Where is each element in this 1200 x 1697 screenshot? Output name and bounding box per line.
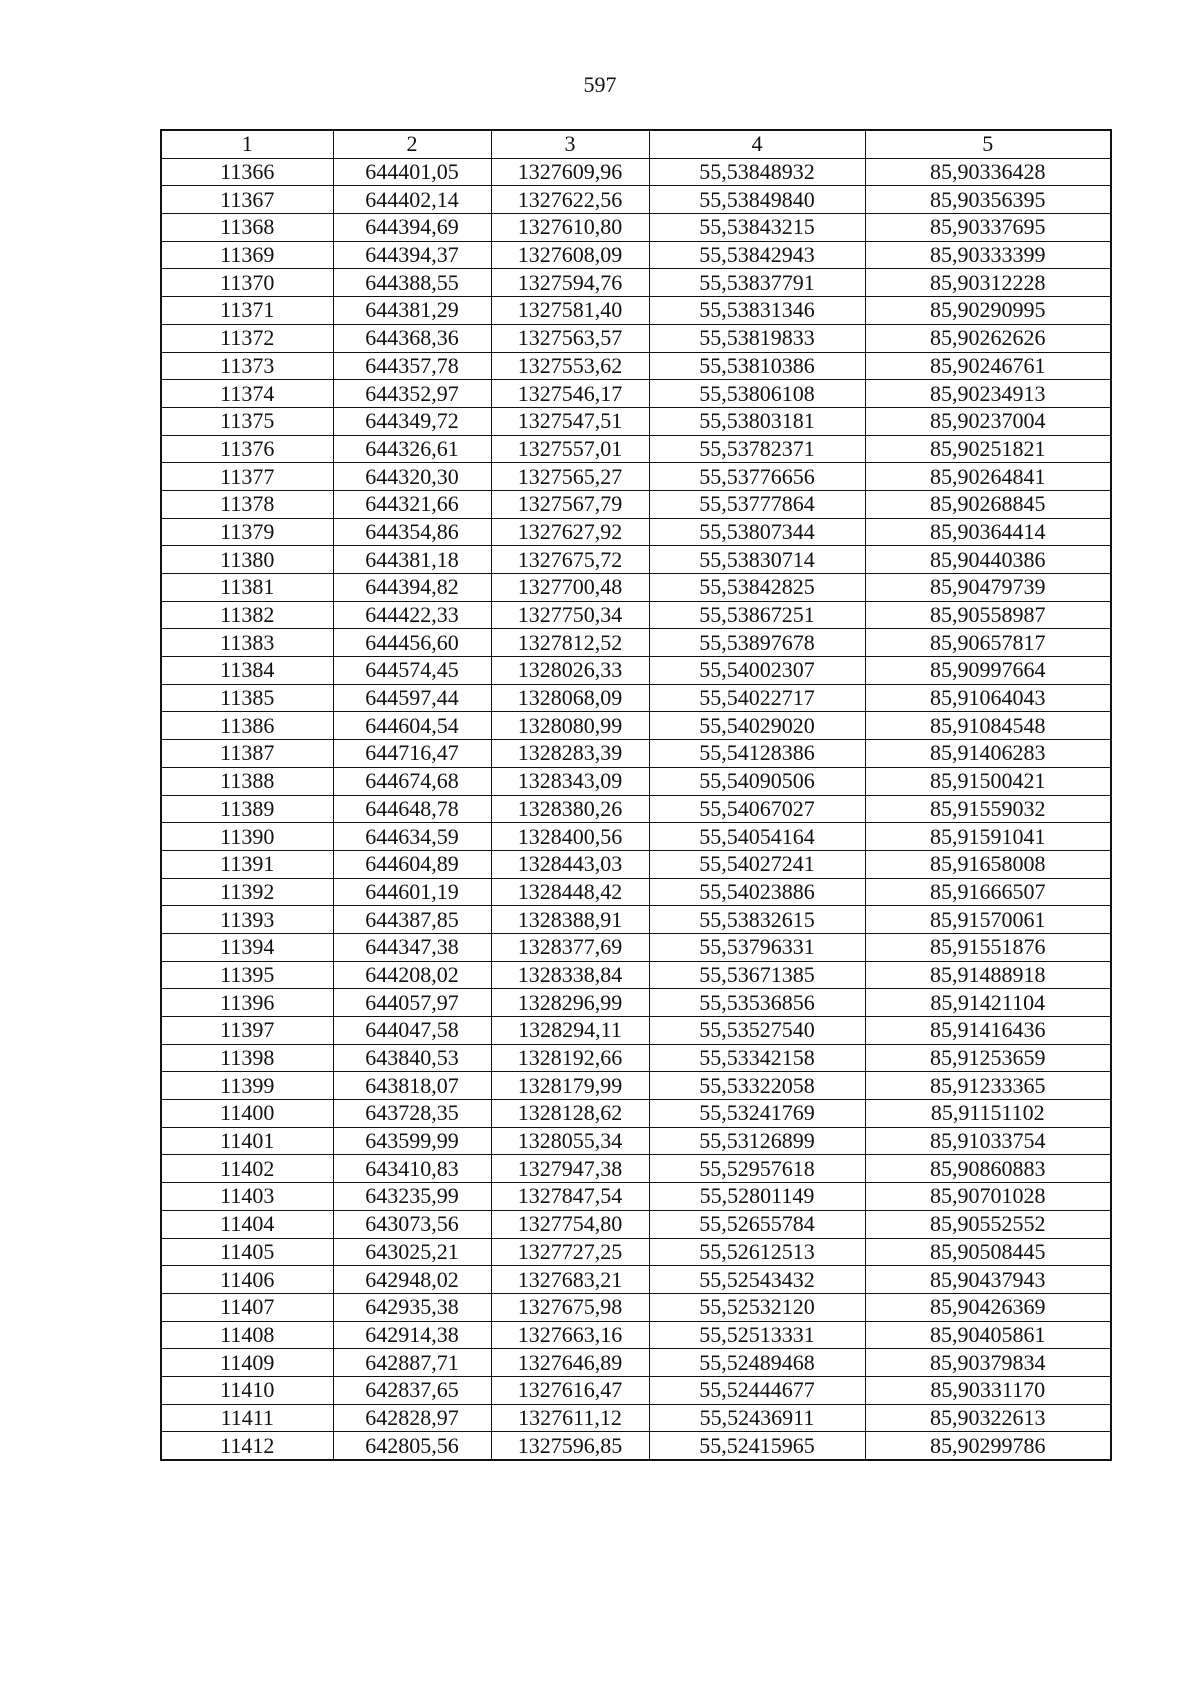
point-number-cell: 11388 xyxy=(161,767,333,795)
latitude-cell: 55,54023886 xyxy=(649,878,865,906)
table-row xyxy=(161,380,1111,408)
x-coordinate-cell: 644352,97 xyxy=(333,380,491,408)
y-coordinate-cell: 1327750,34 xyxy=(491,601,649,629)
point-number-cell: 11375 xyxy=(161,407,333,435)
header-row xyxy=(161,130,1111,158)
point-number-cell: 11392 xyxy=(161,878,333,906)
y-coordinate-cell: 1327683,21 xyxy=(491,1266,649,1294)
y-coordinate-cell: 1327675,98 xyxy=(491,1293,649,1321)
table-row xyxy=(161,297,1111,325)
table-row xyxy=(161,1017,1111,1045)
table-row xyxy=(161,961,1111,989)
table-row xyxy=(161,1100,1111,1128)
y-coordinate-cell: 1327947,38 xyxy=(491,1155,649,1183)
point-number-cell: 11384 xyxy=(161,657,333,685)
y-coordinate-cell: 1328026,33 xyxy=(491,657,649,685)
y-coordinate-cell: 1327546,17 xyxy=(491,380,649,408)
x-coordinate-cell: 642935,38 xyxy=(333,1293,491,1321)
point-number-cell: 11393 xyxy=(161,906,333,934)
table-row xyxy=(161,1293,1111,1321)
latitude-cell: 55,53671385 xyxy=(649,961,865,989)
y-coordinate-cell: 1327622,56 xyxy=(491,186,649,214)
point-number-cell: 11398 xyxy=(161,1044,333,1072)
coordinates-table xyxy=(160,129,1112,1461)
latitude-cell: 55,53322058 xyxy=(649,1072,865,1100)
latitude-cell: 55,53803181 xyxy=(649,407,865,435)
longitude-cell: 85,90246761 xyxy=(865,352,1111,380)
x-coordinate-cell: 644047,58 xyxy=(333,1017,491,1045)
y-coordinate-cell: 1327547,51 xyxy=(491,407,649,435)
x-coordinate-cell: 644604,89 xyxy=(333,850,491,878)
x-coordinate-cell: 644057,97 xyxy=(333,989,491,1017)
y-coordinate-cell: 1327609,96 xyxy=(491,158,649,186)
longitude-cell: 85,90356395 xyxy=(865,186,1111,214)
table-row xyxy=(161,823,1111,851)
y-coordinate-cell: 1328338,84 xyxy=(491,961,649,989)
longitude-cell: 85,91233365 xyxy=(865,1072,1111,1100)
table-row xyxy=(161,241,1111,269)
longitude-cell: 85,90997664 xyxy=(865,657,1111,685)
x-coordinate-cell: 643410,83 xyxy=(333,1155,491,1183)
y-coordinate-cell: 1328443,03 xyxy=(491,850,649,878)
y-coordinate-cell: 1328179,99 xyxy=(491,1072,649,1100)
point-number-cell: 11406 xyxy=(161,1266,333,1294)
x-coordinate-cell: 643073,56 xyxy=(333,1210,491,1238)
latitude-cell: 55,52612513 xyxy=(649,1238,865,1266)
latitude-cell: 55,53810386 xyxy=(649,352,865,380)
x-coordinate-cell: 642828,97 xyxy=(333,1404,491,1432)
latitude-cell: 55,53241769 xyxy=(649,1100,865,1128)
table-row xyxy=(161,795,1111,823)
y-coordinate-cell: 1328380,26 xyxy=(491,795,649,823)
longitude-cell: 85,90657817 xyxy=(865,629,1111,657)
y-coordinate-cell: 1327616,47 xyxy=(491,1376,649,1404)
table-row xyxy=(161,1210,1111,1238)
column-header-4: 4 xyxy=(649,130,865,158)
y-coordinate-cell: 1327563,57 xyxy=(491,324,649,352)
table-body xyxy=(161,158,1111,1460)
longitude-cell: 85,90268845 xyxy=(865,490,1111,518)
page-number: 597 xyxy=(583,72,617,97)
y-coordinate-cell: 1328068,09 xyxy=(491,684,649,712)
longitude-cell: 85,90337695 xyxy=(865,214,1111,242)
table-row xyxy=(161,214,1111,242)
longitude-cell: 85,90860883 xyxy=(865,1155,1111,1183)
column-header-1: 1 xyxy=(161,130,333,158)
longitude-cell: 85,90333399 xyxy=(865,241,1111,269)
longitude-cell: 85,90264841 xyxy=(865,463,1111,491)
latitude-cell: 55,53832615 xyxy=(649,906,865,934)
latitude-cell: 55,54002307 xyxy=(649,657,865,685)
x-coordinate-cell: 644716,47 xyxy=(333,740,491,768)
table-row xyxy=(161,1238,1111,1266)
table-row xyxy=(161,1072,1111,1100)
latitude-cell: 55,52957618 xyxy=(649,1155,865,1183)
x-coordinate-cell: 643840,53 xyxy=(333,1044,491,1072)
y-coordinate-cell: 1327611,12 xyxy=(491,1404,649,1432)
x-coordinate-cell: 644208,02 xyxy=(333,961,491,989)
point-number-cell: 11408 xyxy=(161,1321,333,1349)
y-coordinate-cell: 1327581,40 xyxy=(491,297,649,325)
longitude-cell: 85,91253659 xyxy=(865,1044,1111,1072)
latitude-cell: 55,53796331 xyxy=(649,933,865,961)
latitude-cell: 55,53842825 xyxy=(649,574,865,602)
x-coordinate-cell: 644597,44 xyxy=(333,684,491,712)
latitude-cell: 55,54128386 xyxy=(649,740,865,768)
latitude-cell: 55,53830714 xyxy=(649,546,865,574)
x-coordinate-cell: 644634,59 xyxy=(333,823,491,851)
longitude-cell: 85,90234913 xyxy=(865,380,1111,408)
y-coordinate-cell: 1327700,48 xyxy=(491,574,649,602)
longitude-cell: 85,90552552 xyxy=(865,1210,1111,1238)
point-number-cell: 11412 xyxy=(161,1432,333,1460)
point-number-cell: 11377 xyxy=(161,463,333,491)
point-number-cell: 11411 xyxy=(161,1404,333,1432)
latitude-cell: 55,52415965 xyxy=(649,1432,865,1460)
latitude-cell: 55,52436911 xyxy=(649,1404,865,1432)
y-coordinate-cell: 1328377,69 xyxy=(491,933,649,961)
point-number-cell: 11372 xyxy=(161,324,333,352)
point-number-cell: 11399 xyxy=(161,1072,333,1100)
latitude-cell: 55,53806108 xyxy=(649,380,865,408)
point-number-cell: 11382 xyxy=(161,601,333,629)
point-number-cell: 11376 xyxy=(161,435,333,463)
longitude-cell: 85,90299786 xyxy=(865,1432,1111,1460)
point-number-cell: 11381 xyxy=(161,574,333,602)
latitude-cell: 55,53849840 xyxy=(649,186,865,214)
y-coordinate-cell: 1327727,25 xyxy=(491,1238,649,1266)
point-number-cell: 11390 xyxy=(161,823,333,851)
point-number-cell: 11397 xyxy=(161,1017,333,1045)
table-row xyxy=(161,324,1111,352)
point-number-cell: 11366 xyxy=(161,158,333,186)
x-coordinate-cell: 644402,14 xyxy=(333,186,491,214)
table-row xyxy=(161,657,1111,685)
x-coordinate-cell: 644349,72 xyxy=(333,407,491,435)
latitude-cell: 55,53819833 xyxy=(649,324,865,352)
table-row xyxy=(161,269,1111,297)
latitude-cell: 55,53342158 xyxy=(649,1044,865,1072)
point-number-cell: 11396 xyxy=(161,989,333,1017)
longitude-cell: 85,91551876 xyxy=(865,933,1111,961)
longitude-cell: 85,90701028 xyxy=(865,1183,1111,1211)
y-coordinate-cell: 1327663,16 xyxy=(491,1321,649,1349)
table-row xyxy=(161,712,1111,740)
longitude-cell: 85,91033754 xyxy=(865,1127,1111,1155)
table-row xyxy=(161,490,1111,518)
longitude-cell: 85,90237004 xyxy=(865,407,1111,435)
latitude-cell: 55,53126899 xyxy=(649,1127,865,1155)
point-number-cell: 11373 xyxy=(161,352,333,380)
longitude-cell: 85,91421104 xyxy=(865,989,1111,1017)
point-number-cell: 11389 xyxy=(161,795,333,823)
point-number-cell: 11409 xyxy=(161,1349,333,1377)
longitude-cell: 85,91666507 xyxy=(865,878,1111,906)
point-number-cell: 11386 xyxy=(161,712,333,740)
x-coordinate-cell: 644604,54 xyxy=(333,712,491,740)
latitude-cell: 55,53831346 xyxy=(649,297,865,325)
x-coordinate-cell: 644456,60 xyxy=(333,629,491,657)
point-number-cell: 11367 xyxy=(161,186,333,214)
x-coordinate-cell: 643818,07 xyxy=(333,1072,491,1100)
x-coordinate-cell: 642805,56 xyxy=(333,1432,491,1460)
y-coordinate-cell: 1328192,66 xyxy=(491,1044,649,1072)
table-row xyxy=(161,1266,1111,1294)
latitude-cell: 55,53843215 xyxy=(649,214,865,242)
longitude-cell: 85,90426369 xyxy=(865,1293,1111,1321)
y-coordinate-cell: 1327812,52 xyxy=(491,629,649,657)
longitude-cell: 85,90437943 xyxy=(865,1266,1111,1294)
y-coordinate-cell: 1328055,34 xyxy=(491,1127,649,1155)
point-number-cell: 11383 xyxy=(161,629,333,657)
table-row xyxy=(161,186,1111,214)
point-number-cell: 11378 xyxy=(161,490,333,518)
longitude-cell: 85,91416436 xyxy=(865,1017,1111,1045)
y-coordinate-cell: 1327610,80 xyxy=(491,214,649,242)
latitude-cell: 55,52489468 xyxy=(649,1349,865,1377)
point-number-cell: 11391 xyxy=(161,850,333,878)
table-row xyxy=(161,352,1111,380)
point-number-cell: 11374 xyxy=(161,380,333,408)
longitude-cell: 85,91658008 xyxy=(865,850,1111,878)
point-number-cell: 11369 xyxy=(161,241,333,269)
longitude-cell: 85,90405861 xyxy=(865,1321,1111,1349)
latitude-cell: 55,54054164 xyxy=(649,823,865,851)
x-coordinate-cell: 642887,71 xyxy=(333,1349,491,1377)
y-coordinate-cell: 1328294,11 xyxy=(491,1017,649,1045)
x-coordinate-cell: 644401,05 xyxy=(333,158,491,186)
table-row xyxy=(161,767,1111,795)
table-row xyxy=(161,407,1111,435)
y-coordinate-cell: 1328128,62 xyxy=(491,1100,649,1128)
latitude-cell: 55,53897678 xyxy=(649,629,865,657)
longitude-cell: 85,90312228 xyxy=(865,269,1111,297)
x-coordinate-cell: 644321,66 xyxy=(333,490,491,518)
x-coordinate-cell: 644347,38 xyxy=(333,933,491,961)
table-row xyxy=(161,906,1111,934)
y-coordinate-cell: 1327565,27 xyxy=(491,463,649,491)
latitude-cell: 55,52444677 xyxy=(649,1376,865,1404)
x-coordinate-cell: 642914,38 xyxy=(333,1321,491,1349)
x-coordinate-cell: 644326,61 xyxy=(333,435,491,463)
y-coordinate-cell: 1328283,39 xyxy=(491,740,649,768)
latitude-cell: 55,53837791 xyxy=(649,269,865,297)
table-row xyxy=(161,601,1111,629)
y-coordinate-cell: 1327847,54 xyxy=(491,1183,649,1211)
longitude-cell: 85,91488918 xyxy=(865,961,1111,989)
latitude-cell: 55,53536856 xyxy=(649,989,865,1017)
x-coordinate-cell: 644574,45 xyxy=(333,657,491,685)
longitude-cell: 85,91084548 xyxy=(865,712,1111,740)
point-number-cell: 11380 xyxy=(161,546,333,574)
point-number-cell: 11371 xyxy=(161,297,333,325)
column-header-2: 2 xyxy=(333,130,491,158)
latitude-cell: 55,54027241 xyxy=(649,850,865,878)
x-coordinate-cell: 644648,78 xyxy=(333,795,491,823)
x-coordinate-cell: 644394,82 xyxy=(333,574,491,602)
table-row xyxy=(161,850,1111,878)
latitude-cell: 55,53782371 xyxy=(649,435,865,463)
x-coordinate-cell: 644357,78 xyxy=(333,352,491,380)
x-coordinate-cell: 642948,02 xyxy=(333,1266,491,1294)
table-row xyxy=(161,1155,1111,1183)
table-row xyxy=(161,158,1111,186)
latitude-cell: 55,53842943 xyxy=(649,241,865,269)
longitude-cell: 85,90379834 xyxy=(865,1349,1111,1377)
point-number-cell: 11379 xyxy=(161,518,333,546)
table-row xyxy=(161,1321,1111,1349)
longitude-cell: 85,90508445 xyxy=(865,1238,1111,1266)
y-coordinate-cell: 1328296,99 xyxy=(491,989,649,1017)
point-number-cell: 11402 xyxy=(161,1155,333,1183)
point-number-cell: 11403 xyxy=(161,1183,333,1211)
longitude-cell: 85,90251821 xyxy=(865,435,1111,463)
table-row xyxy=(161,878,1111,906)
longitude-cell: 85,90331170 xyxy=(865,1376,1111,1404)
latitude-cell: 55,52532120 xyxy=(649,1293,865,1321)
table-row xyxy=(161,684,1111,712)
latitude-cell: 55,52543432 xyxy=(649,1266,865,1294)
table-row xyxy=(161,1127,1111,1155)
table-row xyxy=(161,1404,1111,1432)
y-coordinate-cell: 1328448,42 xyxy=(491,878,649,906)
x-coordinate-cell: 644422,33 xyxy=(333,601,491,629)
table-row xyxy=(161,435,1111,463)
longitude-cell: 85,90440386 xyxy=(865,546,1111,574)
point-number-cell: 11395 xyxy=(161,961,333,989)
longitude-cell: 85,90479739 xyxy=(865,574,1111,602)
point-number-cell: 11401 xyxy=(161,1127,333,1155)
x-coordinate-cell: 644320,30 xyxy=(333,463,491,491)
x-coordinate-cell: 644394,37 xyxy=(333,241,491,269)
latitude-cell: 55,54090506 xyxy=(649,767,865,795)
latitude-cell: 55,52655784 xyxy=(649,1210,865,1238)
y-coordinate-cell: 1328388,91 xyxy=(491,906,649,934)
point-number-cell: 11370 xyxy=(161,269,333,297)
x-coordinate-cell: 643235,99 xyxy=(333,1183,491,1211)
longitude-cell: 85,90558987 xyxy=(865,601,1111,629)
y-coordinate-cell: 1327675,72 xyxy=(491,546,649,574)
y-coordinate-cell: 1327627,92 xyxy=(491,518,649,546)
y-coordinate-cell: 1327567,79 xyxy=(491,490,649,518)
table-row xyxy=(161,1432,1111,1460)
longitude-cell: 85,91591041 xyxy=(865,823,1111,851)
y-coordinate-cell: 1327754,80 xyxy=(491,1210,649,1238)
point-number-cell: 11407 xyxy=(161,1293,333,1321)
y-coordinate-cell: 1327553,62 xyxy=(491,352,649,380)
x-coordinate-cell: 644388,55 xyxy=(333,269,491,297)
point-number-cell: 11394 xyxy=(161,933,333,961)
latitude-cell: 55,53527540 xyxy=(649,1017,865,1045)
point-number-cell: 11404 xyxy=(161,1210,333,1238)
point-number-cell: 11400 xyxy=(161,1100,333,1128)
longitude-cell: 85,91406283 xyxy=(865,740,1111,768)
table-row xyxy=(161,1349,1111,1377)
latitude-cell: 55,54029020 xyxy=(649,712,865,740)
point-number-cell: 11410 xyxy=(161,1376,333,1404)
x-coordinate-cell: 644368,36 xyxy=(333,324,491,352)
table-row xyxy=(161,518,1111,546)
y-coordinate-cell: 1327596,85 xyxy=(491,1432,649,1460)
x-coordinate-cell: 643728,35 xyxy=(333,1100,491,1128)
point-number-cell: 11405 xyxy=(161,1238,333,1266)
column-header-3: 3 xyxy=(491,130,649,158)
latitude-cell: 55,53777864 xyxy=(649,490,865,518)
table-row xyxy=(161,546,1111,574)
x-coordinate-cell: 644381,18 xyxy=(333,546,491,574)
longitude-cell: 85,90290995 xyxy=(865,297,1111,325)
x-coordinate-cell: 644354,86 xyxy=(333,518,491,546)
point-number-cell: 11387 xyxy=(161,740,333,768)
x-coordinate-cell: 644394,69 xyxy=(333,214,491,242)
y-coordinate-cell: 1328343,09 xyxy=(491,767,649,795)
x-coordinate-cell: 644601,19 xyxy=(333,878,491,906)
table-row xyxy=(161,989,1111,1017)
y-coordinate-cell: 1327646,89 xyxy=(491,1349,649,1377)
longitude-cell: 85,90364414 xyxy=(865,518,1111,546)
point-number-cell: 11385 xyxy=(161,684,333,712)
x-coordinate-cell: 643599,99 xyxy=(333,1127,491,1155)
y-coordinate-cell: 1327557,01 xyxy=(491,435,649,463)
latitude-cell: 55,53848932 xyxy=(649,158,865,186)
longitude-cell: 85,91500421 xyxy=(865,767,1111,795)
table-row xyxy=(161,1044,1111,1072)
table-row xyxy=(161,629,1111,657)
latitude-cell: 55,52513331 xyxy=(649,1321,865,1349)
table-row xyxy=(161,740,1111,768)
longitude-cell: 85,90262626 xyxy=(865,324,1111,352)
latitude-cell: 55,54022717 xyxy=(649,684,865,712)
table-row xyxy=(161,933,1111,961)
latitude-cell: 55,53867251 xyxy=(649,601,865,629)
table-header xyxy=(161,130,1111,158)
longitude-cell: 85,91570061 xyxy=(865,906,1111,934)
x-coordinate-cell: 643025,21 xyxy=(333,1238,491,1266)
x-coordinate-cell: 644387,85 xyxy=(333,906,491,934)
y-coordinate-cell: 1327608,09 xyxy=(491,241,649,269)
y-coordinate-cell: 1328400,56 xyxy=(491,823,649,851)
x-coordinate-cell: 644381,29 xyxy=(333,297,491,325)
longitude-cell: 85,91151102 xyxy=(865,1100,1111,1128)
table-row xyxy=(161,463,1111,491)
latitude-cell: 55,53807344 xyxy=(649,518,865,546)
longitude-cell: 85,90322613 xyxy=(865,1404,1111,1432)
latitude-cell: 55,54067027 xyxy=(649,795,865,823)
x-coordinate-cell: 644674,68 xyxy=(333,767,491,795)
longitude-cell: 85,91064043 xyxy=(865,684,1111,712)
y-coordinate-cell: 1328080,99 xyxy=(491,712,649,740)
table-row xyxy=(161,1183,1111,1211)
y-coordinate-cell: 1327594,76 xyxy=(491,269,649,297)
longitude-cell: 85,91559032 xyxy=(865,795,1111,823)
table-row xyxy=(161,574,1111,602)
latitude-cell: 55,52801149 xyxy=(649,1183,865,1211)
longitude-cell: 85,90336428 xyxy=(865,158,1111,186)
table-row xyxy=(161,1376,1111,1404)
x-coordinate-cell: 642837,65 xyxy=(333,1376,491,1404)
latitude-cell: 55,53776656 xyxy=(649,463,865,491)
column-header-5: 5 xyxy=(865,130,1111,158)
point-number-cell: 11368 xyxy=(161,214,333,242)
